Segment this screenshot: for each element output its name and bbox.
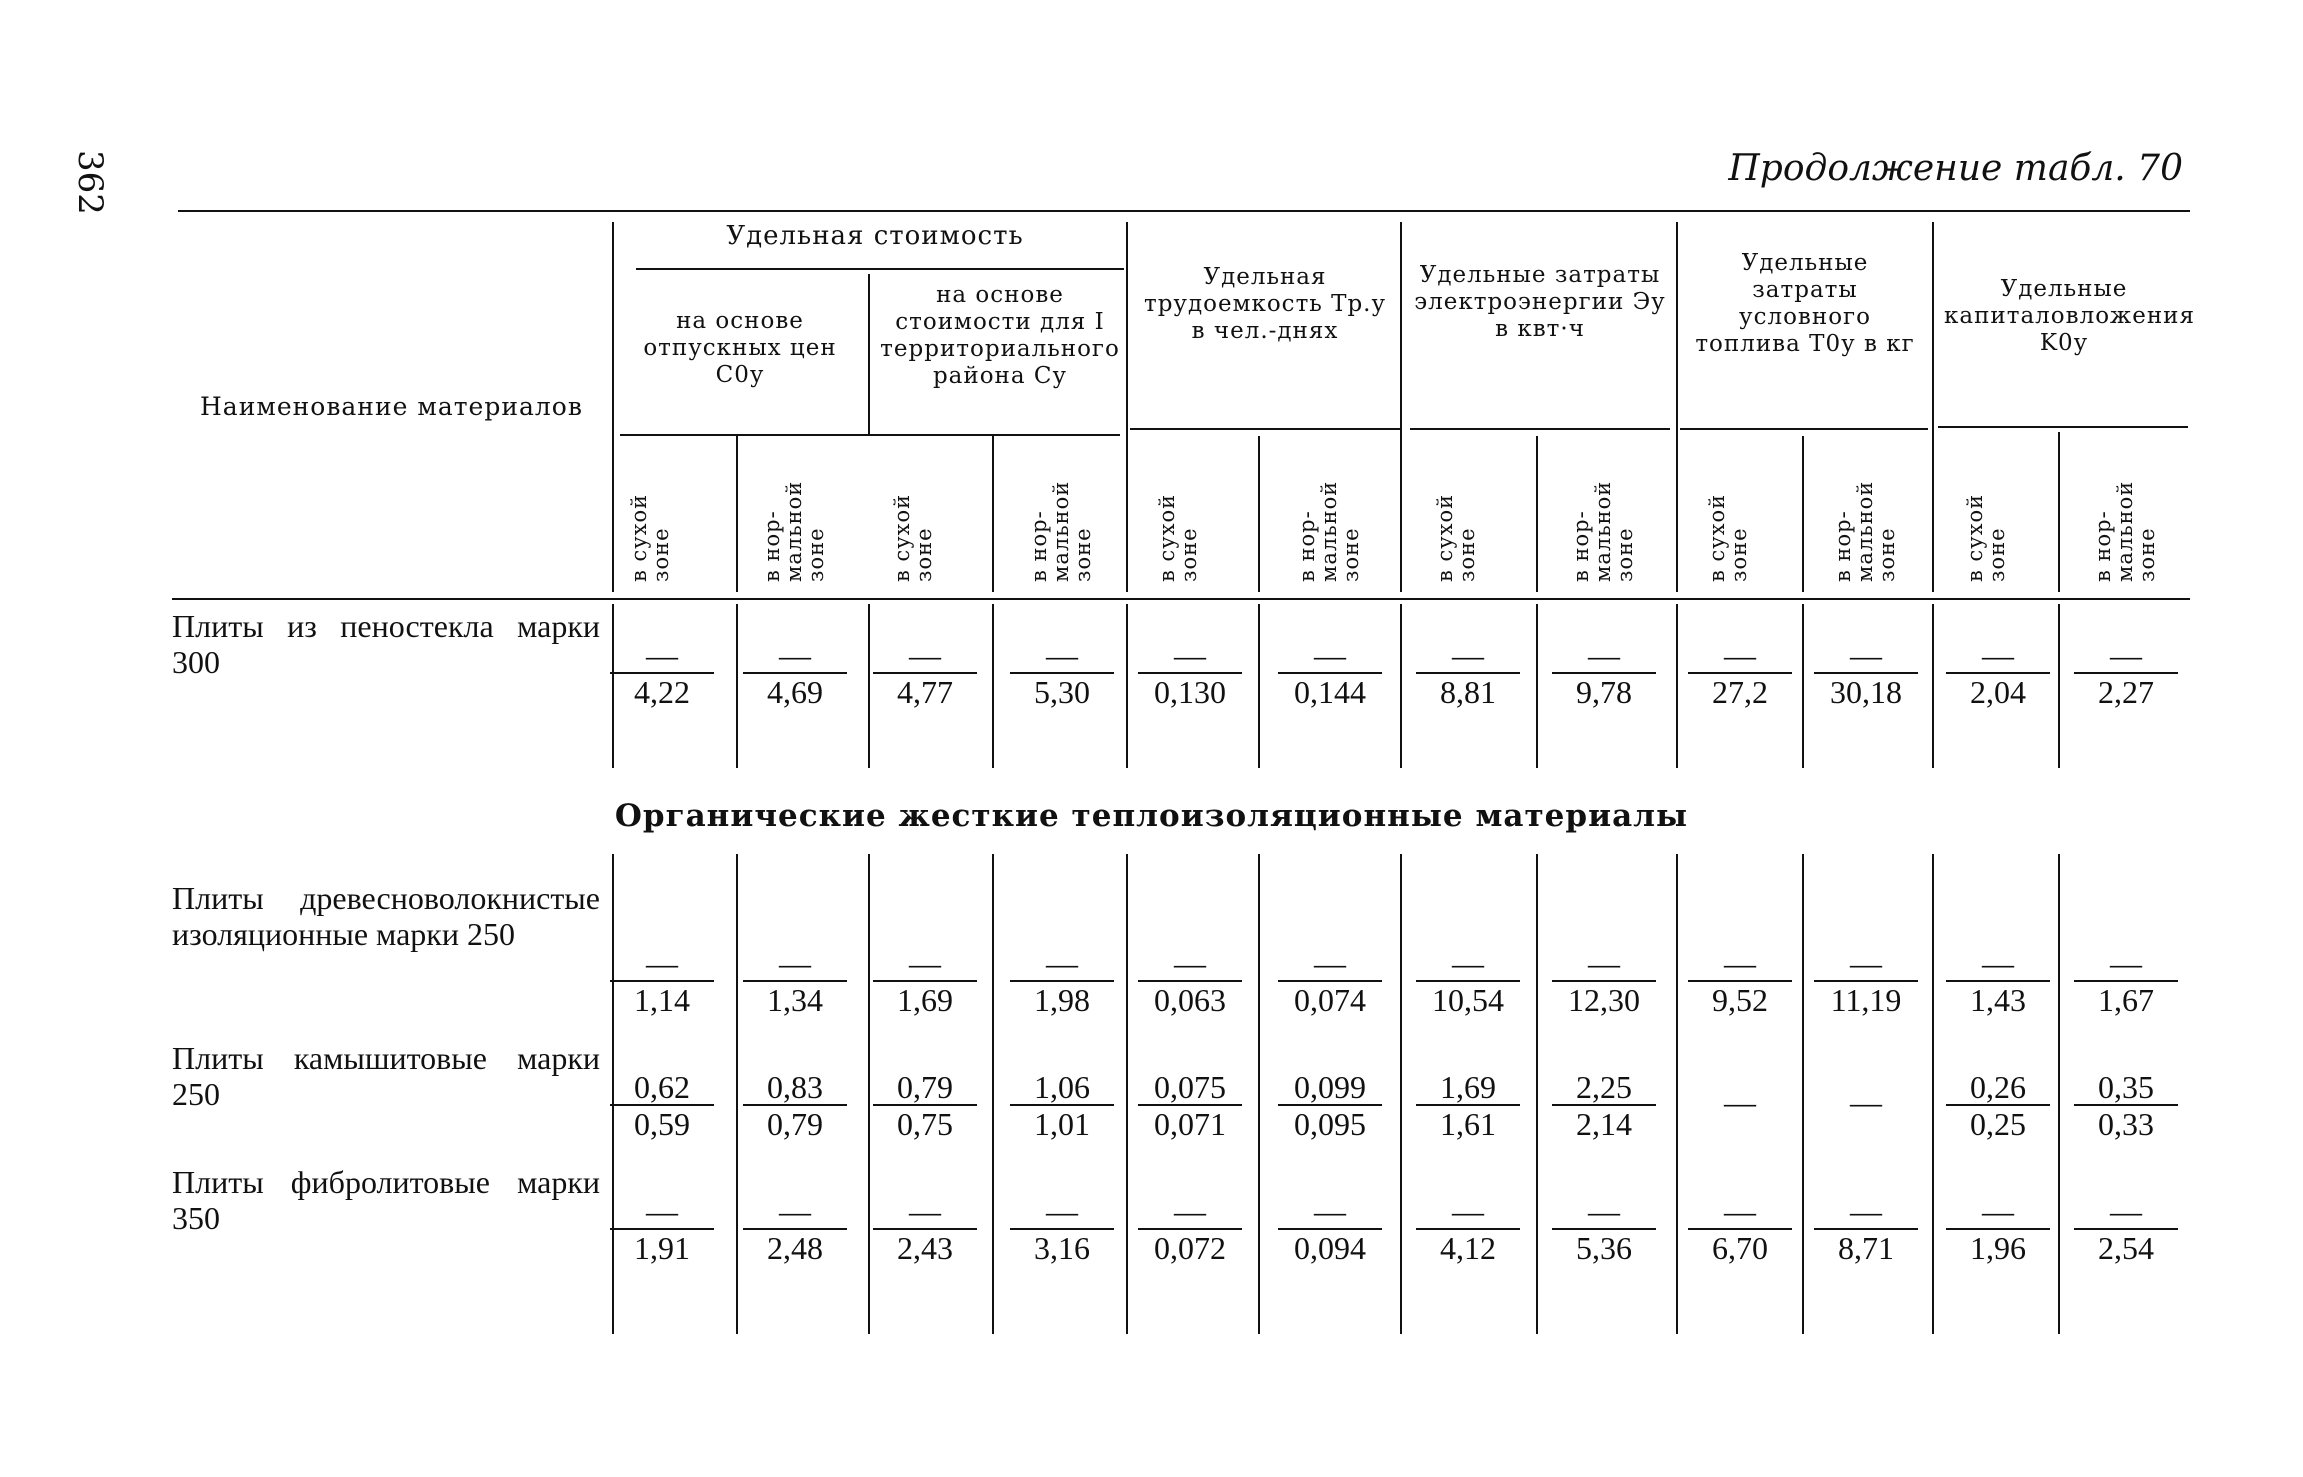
cell-numerator: 0,26 <box>1970 1069 2026 1105</box>
table-cell <box>1006 1070 1118 1140</box>
header-name-column: Наименование материалов <box>200 392 583 421</box>
header-divider <box>1126 222 1128 592</box>
cell-numerator: 1,06 <box>1034 1069 1090 1105</box>
header-fuel: Удельные затраты условного топлива T0у в кг <box>1695 250 1915 357</box>
cell-denominator: 30,18 <box>1814 672 1918 708</box>
table-cell <box>869 638 981 708</box>
cell-numerator: 0,075 <box>1154 1069 1226 1105</box>
cell-numerator: — <box>646 945 678 981</box>
table-cell <box>606 638 718 708</box>
table-cell <box>1548 1194 1660 1264</box>
header-divider <box>1676 222 1678 592</box>
header-divider <box>1258 436 1260 592</box>
subcolumn-header: в сухой зоне <box>1705 493 1751 582</box>
table-cell <box>1134 1194 1246 1264</box>
cell-denominator: 4,12 <box>1416 1228 1520 1264</box>
cell-denominator: 2,43 <box>873 1228 977 1264</box>
cell-denominator: 2,27 <box>2074 672 2178 708</box>
column-divider <box>1126 604 1128 768</box>
header-divider <box>736 436 738 592</box>
table-cell <box>1684 1194 1796 1264</box>
subcolumn-header: в нор- мальной зоне <box>760 480 828 582</box>
column-divider <box>1400 604 1402 768</box>
cell-numerator: — <box>1724 945 1756 981</box>
capital-rule <box>1938 426 2188 428</box>
cell-denominator: 10,54 <box>1416 980 1520 1016</box>
column-divider <box>1802 854 1804 1334</box>
cell-denominator: 1,96 <box>1946 1228 2050 1264</box>
header-unit-cost-sub2: на основе стоимости для I территориального района Cу <box>880 282 1120 389</box>
table-cell <box>739 638 851 708</box>
cell-denominator: 1,67 <box>2074 980 2178 1016</box>
header-labor: Удельная трудоемкость Tр.у в чел.-днях <box>1143 264 1387 344</box>
cell-denominator: 2,04 <box>1946 672 2050 708</box>
cell-denominator: 0,094 <box>1278 1228 1382 1264</box>
cell-denominator: 0,072 <box>1138 1228 1242 1264</box>
subcolumn-header: в сухой зоне <box>1433 493 1479 582</box>
table-cell <box>2070 946 2182 1016</box>
subcolumn-header: в сухой зоне <box>1155 493 1201 582</box>
column-divider <box>1676 854 1678 1334</box>
table-cell <box>1412 1194 1524 1264</box>
cell-denominator: 0,071 <box>1138 1104 1242 1140</box>
cell-numerator: — <box>1588 637 1620 673</box>
cell-numerator: — <box>1046 945 1078 981</box>
cell-denominator: 0,59 <box>610 1104 714 1140</box>
table-cell <box>739 946 851 1016</box>
column-divider <box>1258 854 1260 1334</box>
cell-denominator: 4,77 <box>873 672 977 708</box>
column-divider <box>992 604 994 768</box>
labor-rule <box>1130 428 1400 430</box>
table-cell <box>2070 638 2182 708</box>
cell-numerator: — <box>1982 945 2014 981</box>
table-cell <box>2070 1070 2182 1140</box>
table-cell <box>1412 1070 1524 1140</box>
header-divider <box>992 436 994 592</box>
cell-numerator: — <box>1314 637 1346 673</box>
header-divider <box>1536 436 1538 592</box>
table-cell <box>1006 946 1118 1016</box>
header-divider <box>612 222 614 592</box>
table-cell <box>1412 946 1524 1016</box>
cell-denominator: 1,34 <box>743 980 847 1016</box>
header-unit-cost: Удельная стоимость <box>726 221 1024 251</box>
cell-denominator: 3,16 <box>1010 1228 1114 1264</box>
cell-denominator: 2,54 <box>2074 1228 2178 1264</box>
subcolumn-header: в сухой зоне <box>1963 493 2009 582</box>
cell-numerator: — <box>1174 1193 1206 1229</box>
column-divider <box>1400 854 1402 1334</box>
material-name: Плиты камышитовые марки 250 <box>172 1040 600 1112</box>
table-cell: — <box>1724 1084 1756 1120</box>
cell-numerator: — <box>2110 1193 2142 1229</box>
cell-numerator: — <box>1046 637 1078 673</box>
column-divider <box>1932 854 1934 1334</box>
cell-denominator: 1,01 <box>1010 1104 1114 1140</box>
cell-numerator: 0,62 <box>634 1069 690 1105</box>
cell-denominator: 27,2 <box>1688 672 1792 708</box>
cell-denominator: 6,70 <box>1688 1228 1792 1264</box>
table-cell <box>1274 1070 1386 1140</box>
cell-numerator: — <box>779 945 811 981</box>
table-cell <box>1942 946 2054 1016</box>
column-divider <box>2058 604 2060 768</box>
cell-numerator: — <box>1452 1193 1484 1229</box>
header-divider <box>1932 222 1934 592</box>
cell-numerator: — <box>1046 1193 1078 1229</box>
table-cell <box>1810 638 1922 708</box>
cell-denominator: 12,30 <box>1552 980 1656 1016</box>
fuel-rule <box>1680 428 1928 430</box>
cell-numerator: — <box>1588 945 1620 981</box>
column-divider <box>1536 854 1538 1334</box>
cell-numerator: — <box>779 1193 811 1229</box>
subcolumn-header: в нор- мальной зоне <box>2091 480 2159 582</box>
column-divider <box>736 604 738 768</box>
table-cell <box>869 1070 981 1140</box>
cell-denominator: 1,98 <box>1010 980 1114 1016</box>
cell-numerator: — <box>909 945 941 981</box>
cell-numerator: 0,35 <box>2098 1069 2154 1105</box>
table-cell <box>1274 638 1386 708</box>
cell-numerator: — <box>1314 1193 1346 1229</box>
table-cell <box>1134 638 1246 708</box>
table-cell <box>869 946 981 1016</box>
table-cell <box>1274 946 1386 1016</box>
table-cell <box>1810 1194 1922 1264</box>
unit-cost-rule <box>636 268 1124 270</box>
table-cell <box>1548 946 1660 1016</box>
material-name: Плиты древесноволокнистые изоляционные марки 250 <box>172 880 600 952</box>
cell-numerator: 1,69 <box>1440 1069 1496 1105</box>
page-number: 362 <box>70 150 110 215</box>
cell-denominator: 5,36 <box>1552 1228 1656 1264</box>
cell-denominator: 0,75 <box>873 1104 977 1140</box>
table-cell <box>1942 1194 2054 1264</box>
column-divider <box>1802 604 1804 768</box>
subcolumn-header: в нор- мальной зоне <box>1569 480 1637 582</box>
table-cell <box>1684 638 1796 708</box>
cell-denominator: 1,61 <box>1416 1104 1520 1140</box>
column-divider <box>1536 604 1538 768</box>
cell-denominator: 0,074 <box>1278 980 1382 1016</box>
table-cell <box>1942 1070 2054 1140</box>
column-divider <box>2058 854 2060 1334</box>
table-cell <box>1810 946 1922 1016</box>
table-cell <box>2070 1194 2182 1264</box>
table-cell <box>1006 1194 1118 1264</box>
column-divider <box>1258 604 1260 768</box>
cell-numerator: 2,25 <box>1576 1069 1632 1105</box>
cell-numerator: — <box>779 637 811 673</box>
cell-numerator: — <box>1452 945 1484 981</box>
table-cell <box>606 1070 718 1140</box>
cell-denominator: 4,69 <box>743 672 847 708</box>
cell-numerator: — <box>909 1193 941 1229</box>
cell-numerator: — <box>1982 1193 2014 1229</box>
column-divider <box>1676 604 1678 768</box>
table-cell <box>1274 1194 1386 1264</box>
table-cell <box>1942 638 2054 708</box>
column-divider <box>736 854 738 1334</box>
header-divider <box>1400 222 1402 592</box>
cell-denominator: 0,33 <box>2074 1104 2178 1140</box>
cell-numerator: — <box>2110 637 2142 673</box>
cell-denominator: 1,43 <box>1946 980 2050 1016</box>
cell-numerator: — <box>1724 1193 1756 1229</box>
subcolumn-header: в сухой зоне <box>627 493 673 582</box>
cell-numerator: — <box>646 637 678 673</box>
cell-numerator: — <box>1982 637 2014 673</box>
cell-denominator: 0,063 <box>1138 980 1242 1016</box>
cell-numerator: — <box>909 637 941 673</box>
cell-denominator: 2,14 <box>1552 1104 1656 1140</box>
table-cell <box>739 1070 851 1140</box>
cell-denominator: 9,78 <box>1552 672 1656 708</box>
subcolumn-header: в сухой зоне <box>890 493 936 582</box>
cell-denominator: 8,71 <box>1814 1228 1918 1264</box>
table-cell <box>869 1194 981 1264</box>
cell-denominator: 11,19 <box>1814 980 1918 1016</box>
column-divider <box>1126 854 1128 1334</box>
material-name: Плиты фибролитовые марки 350 <box>172 1164 600 1236</box>
subcolumn-header: в нор- мальной зоне <box>1295 480 1363 582</box>
header-divider <box>868 274 870 434</box>
table-cell <box>606 946 718 1016</box>
table-cell <box>1134 1070 1246 1140</box>
table-cell <box>1412 638 1524 708</box>
electricity-rule <box>1410 428 1670 430</box>
cell-denominator: 1,14 <box>610 980 714 1016</box>
table-cell <box>1684 946 1796 1016</box>
unit-cost-sub-rule <box>620 434 1120 436</box>
table-cell <box>1006 638 1118 708</box>
top-rule <box>178 210 2190 212</box>
cell-numerator: — <box>1314 945 1346 981</box>
cell-numerator: — <box>1588 1193 1620 1229</box>
header-capital: Удельные капиталовложения K0у <box>1944 276 2195 356</box>
table-cell <box>739 1194 851 1264</box>
continuation-caption: Продолжение табл. 70 <box>1728 148 2183 189</box>
cell-numerator: — <box>1850 1193 1882 1229</box>
table-cell <box>1134 946 1246 1016</box>
table-cell <box>1548 638 1660 708</box>
table-cell: — <box>1850 1084 1882 1120</box>
cell-denominator: 9,52 <box>1688 980 1792 1016</box>
cell-denominator: 0,130 <box>1138 672 1242 708</box>
cell-numerator: — <box>1724 637 1756 673</box>
cell-numerator: — <box>1174 637 1206 673</box>
cell-denominator: 8,81 <box>1416 672 1520 708</box>
cell-numerator: 0,79 <box>897 1069 953 1105</box>
cell-denominator: 0,25 <box>1946 1104 2050 1140</box>
cell-denominator: 4,22 <box>610 672 714 708</box>
cell-numerator: — <box>1850 945 1882 981</box>
cell-denominator: 1,91 <box>610 1228 714 1264</box>
cell-numerator: 0,099 <box>1294 1069 1366 1105</box>
cell-denominator: 0,79 <box>743 1104 847 1140</box>
cell-denominator: 2,48 <box>743 1228 847 1264</box>
material-name: Плиты из пеностекла марки 300 <box>172 608 600 680</box>
column-divider <box>1932 604 1934 768</box>
cell-numerator: — <box>1452 637 1484 673</box>
table-cell <box>1548 1070 1660 1140</box>
header-bottom-rule <box>172 598 2190 600</box>
cell-numerator: — <box>1850 637 1882 673</box>
cell-denominator: 1,69 <box>873 980 977 1016</box>
header-electricity: Удельные затраты электроэнергии Эу в квт·ч <box>1414 262 1666 342</box>
header-unit-cost-sub1: на основе отпускных цен C0у <box>643 308 837 388</box>
cell-numerator: 0,83 <box>767 1069 823 1105</box>
subcolumn-header: в нор- мальной зоне <box>1831 480 1899 582</box>
cell-denominator: 5,30 <box>1010 672 1114 708</box>
cell-denominator: 0,144 <box>1278 672 1382 708</box>
cell-numerator: — <box>646 1193 678 1229</box>
cell-denominator: 0,095 <box>1278 1104 1382 1140</box>
cell-numerator: — <box>1174 945 1206 981</box>
cell-numerator: — <box>2110 945 2142 981</box>
header-divider <box>2058 432 2060 592</box>
section-title: Органические жесткие теплоизоляционные материалы <box>614 798 1689 834</box>
column-divider <box>992 854 994 1334</box>
subcolumn-header: в нор- мальной зоне <box>1027 480 1095 582</box>
table-cell <box>606 1194 718 1264</box>
header-divider <box>1802 436 1804 592</box>
